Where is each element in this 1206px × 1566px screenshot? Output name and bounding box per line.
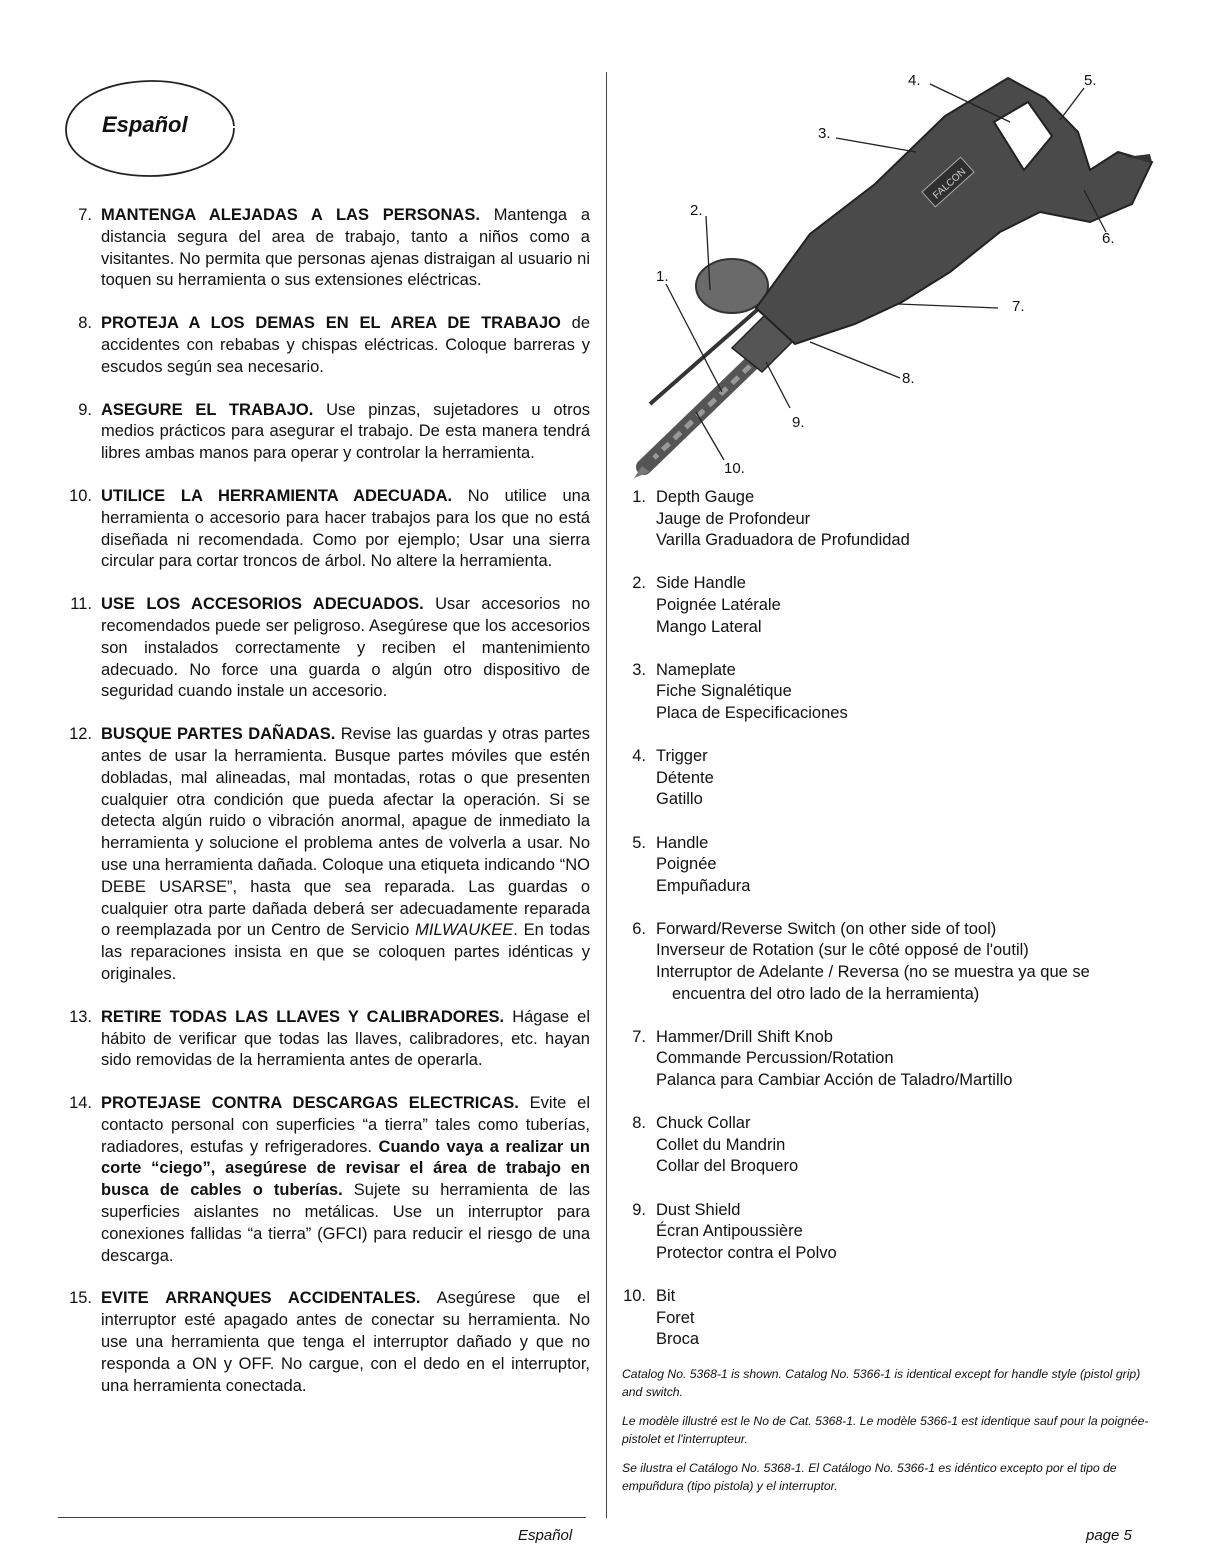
rule-title: PROTEJA A LOS DEMAS EN EL AREA DE TRABAJO [101,314,561,333]
part-item [622,833,1162,898]
rule-text: Use pinzas, sujetadores u otros medios prácticos para asegurar el trabajo. De esta manera tendrá libres ambas manos para operar y controlar la herramienta. [101,400,590,463]
rule-text: Mantenga a distancia segura del area de trabajo, tanto a niños como a visitantes. No permita que personas ajenas distraigan al usuario ni toquen su herramienta o sus extensiones eléctricas. [101,206,591,290]
part-name-french: Détente [656,768,714,787]
language-badge [62,78,238,178]
rule-number: 10. [69,486,92,505]
part-name-english: Handle [656,833,709,852]
callout-label: 3. [818,125,831,142]
page-number: page 5 [1086,1527,1132,1544]
part-item [622,573,1162,638]
tool-diagram [620,62,1160,482]
part-name-english: Side Handle [656,574,746,593]
part-number: 8. [632,1114,646,1133]
part-name-spanish: Varilla Graduadora de Profundidad [656,531,910,550]
part-number: 7. [632,1027,646,1046]
callout-label: 6. [1102,230,1115,247]
rule-title: ASEGURE EL TRABAJO. [101,400,314,419]
catalog-note-french: Le modèle illustré est le No de Cat. 5368-1. Le modèle 5366-1 est identique sauf pour la poignée-pistolet et l'interrupteur. [622,1414,1149,1446]
part-number: 9. [632,1200,646,1219]
catalog-note-english: Catalog No. 5368-1 is shown. Catalog No. 5366-1 is identical except for handle style (pistol grip) and switch. [622,1367,1141,1399]
rule-item [60,724,590,986]
callout-label: 2. [690,202,703,219]
callout-label: 10. [724,460,745,477]
callout-label: 7. [1012,298,1025,315]
part-number: 10. [623,1286,646,1305]
rule-text: Asegúrese que el interruptor esté apagado antes de conectar su herramienta. No use una herramienta que tenga el interruptor dañado y que no responda a ON y OFF. No cargue, con el dedo en el interruptor, una herramienta conectada. [101,1289,590,1395]
rule-item [60,1288,590,1397]
rule-number: 15. [69,1289,92,1308]
part-number: 2. [632,574,646,593]
column-divider [606,72,607,1518]
part-number: 5. [632,833,646,852]
rule-number: 8. [78,314,92,333]
rule-number: 11. [70,595,92,614]
rule-text-after: Sujete su herramienta de las superficies aislantes no metálicas. Use un interruptor para conexiones fallidas “a tierra” (GFCI) para reducir el riesgo de una descarga. [101,1181,591,1265]
part-name-french: Collet du Mandrin [656,1135,786,1154]
part-name-spanish: Broca [656,1330,700,1349]
rule-text: Revise las guardas y otras partes antes de usar la herramienta. Busque partes móviles que estén dobladas, mal alineadas, mal montadas, rotas o que presenten cualquier otra condición que pueda afectar la operación. Si se detecta algún ruido o vibración anormal, apague de inmediato la herramienta y solucione el problema antes de volverla a usar. No use una herramienta dañada. Coloque una etiqueta indicando “NO DEBE USARSE”, hasta que sea reparada. Las guardas o cualquier otra parte dañada deberá ser adecuadamente reparada o reemplazada por un Centro de Servicio [101,725,590,940]
callout-label: 1. [656,268,669,285]
part-item [622,660,1162,725]
part-name-english: Dust Shield [656,1200,741,1219]
rule-number: 12. [69,725,92,744]
language-badge-label: Español [102,112,188,137]
part-number: 6. [632,919,646,938]
part-number: 4. [632,747,646,766]
callout-label: 4. [908,72,921,89]
part-item [622,1286,1162,1351]
tool-body [756,78,1152,344]
parts-list [622,487,1162,1372]
part-item [622,919,1162,1005]
rule-text: de accidentes con rebabas y chispas eléctricas. Coloque barreras y escudos según sea necesario. [101,314,590,376]
part-item [622,487,1162,552]
rule-text: Usar accesorios no recomendados puede ser peligroso. Asegúrese que los accesorios son instalados correctamente y reciben el mantenimiento adecuado. No force una guarda o algún otro dispositivo de seguridad cuando instale un accesorio. [101,595,591,701]
part-name-french: Écran Antipoussière [656,1222,803,1241]
part-name-spanish-continued: encuentra del otro lado de la herramienta) [672,984,980,1003]
part-name-english: Nameplate [656,660,736,679]
part-name-spanish: Placa de Especificaciones [656,703,848,722]
rule-number: 7. [78,206,92,224]
part-item [622,1200,1162,1265]
brand-name: MILWAUKEE [415,921,514,940]
callout-label: 5. [1084,72,1097,89]
rule-number: 13. [69,1007,92,1026]
part-name-spanish: Collar del Broquero [656,1157,799,1176]
part-name-spanish: Empuñadura [656,876,751,895]
hammer-drill-illustration [620,62,1160,482]
rule-number: 14. [69,1094,92,1113]
rule-item [60,313,590,378]
rule-title: MANTENGA ALEJADAS A LAS PERSONAS. [101,206,480,224]
part-name-french: Foret [656,1308,695,1327]
nameplate-text: FALCON [931,166,969,202]
part-name-spanish: Palanca para Cambiar Acción de Taladro/Martillo [656,1071,1013,1090]
footer-language: Español [518,1527,573,1544]
part-name-english: Depth Gauge [656,488,755,506]
part-name-english: Forward/Reverse Switch (on other side of tool) [656,919,997,938]
rule-title: RETIRE TODAS LAS LLAVES Y CALIBRADORES. [101,1007,505,1026]
part-number: 3. [632,660,646,679]
safety-rules-list [60,205,590,1418]
rule-text: Evite el contacto personal con superficies “a tierra” tales como tuberías, radiadores, estufas y refrigeradores. [101,1094,591,1156]
rule-item [60,1007,590,1072]
part-name-english: Hammer/Drill Shift Knob [656,1027,833,1046]
rule-text: No utilice una herramienta o accesorio para hacer trabajos para los que no está diseñada ni recomendada. Como por ejemplo; Usar una sierra circular para cortar troncos de árbol. No altere la herramienta. [101,486,591,571]
part-name-french: Poignée Latérale [656,595,781,614]
catalog-notes [622,1366,1152,1507]
part-name-spanish: Mango Lateral [656,617,762,636]
rule-item [60,1093,590,1267]
part-name-french: Poignée [656,855,717,874]
rule-title: PROTEJASE CONTRA DESCARGAS ELECTRICAS. [101,1094,519,1113]
part-name-french: Inverseur de Rotation (sur le côté opposé de l'outil) [656,941,1029,960]
callout-label: 9. [792,414,805,431]
part-item [622,1027,1162,1092]
part-name-spanish: Protector contra el Polvo [656,1243,837,1262]
part-number: 1. [632,488,646,506]
rule-text-after: . En todas las reparaciones insista en que se coloquen partes idénticas y originales. [101,921,590,983]
footer-rule [58,1517,586,1518]
part-name-english: Trigger [656,747,708,766]
rule-item [60,205,590,292]
rule-item [60,594,590,703]
part-name-french: Jauge de Profondeur [656,509,811,528]
part-name-english: Bit [656,1286,676,1305]
part-name-spanish: Interruptor de Adelante / Reversa (no se muestra ya que se [656,963,1090,982]
callout-label: 8. [902,370,915,387]
part-name-english: Chuck Collar [656,1114,751,1133]
part-name-french: Commande Percussion/Rotation [656,1049,894,1068]
rule-title: USE LOS ACCESORIOS ADECUADOS. [101,595,424,614]
rule-item [60,400,590,465]
part-name-french: Fiche Signalétique [656,682,792,701]
catalog-note-spanish: Se ilustra el Catálogo No. 5368-1. El Catálogo No. 5366-1 es idéntico excepto por el tipo de empuñdura (tipo pistola) y el interruptor. [622,1461,1117,1493]
rule-bold-text: Cuando vaya a realizar un corte “ciego”, asegúrese de revisar el área de trabajo en busca de cables o tuberías. [101,1137,590,1200]
rule-item [60,486,590,573]
rule-number: 9. [78,400,92,419]
part-item [622,746,1162,811]
rule-title: UTILICE LA HERRAMIENTA ADECUADA. [101,486,453,505]
part-item [622,1113,1162,1178]
rule-title: EVITE ARRANQUES ACCIDENTALES. [101,1289,421,1308]
part-name-spanish: Gatillo [656,790,703,809]
rule-text: Hágase el hábito de verificar que todas las llaves, calibradores, etc. hayan sido removidas de la herramienta antes de operarla. [101,1007,590,1070]
rule-title: BUSQUE PARTES DAÑADAS. [101,725,336,744]
